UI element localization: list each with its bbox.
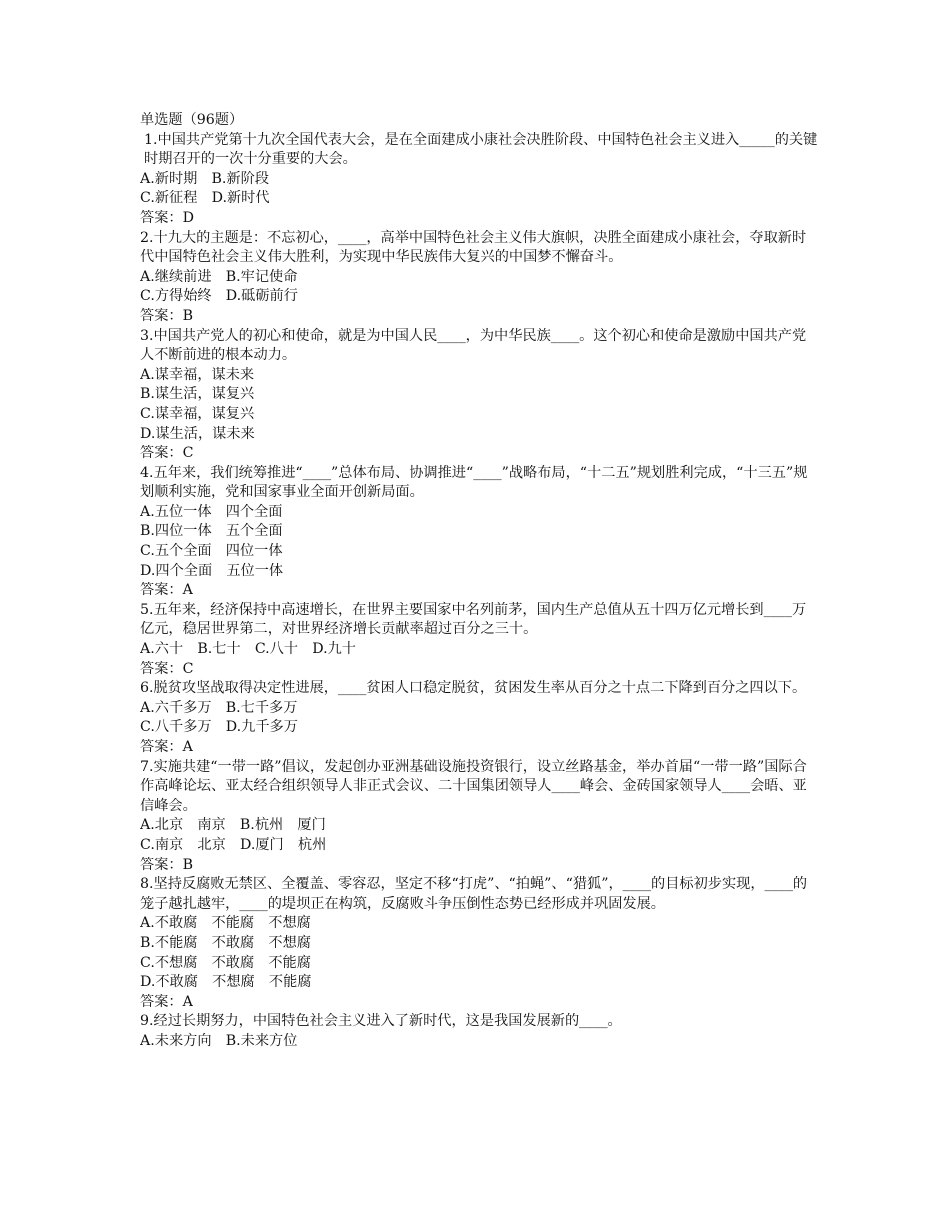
question-option: C.八千多万 D.九千多万 — [140, 719, 298, 736]
question-option: B.谋生活，谋复兴 — [140, 386, 255, 403]
question-answer: 答案：B — [140, 856, 193, 873]
question-stem: 6.脱贫攻坚战取得决定性进展，____贫困人口稳定脱贫，贫困发生率从百分之十点二下降到百分之四以下。 — [140, 680, 807, 697]
question-9 — [140, 1012, 818, 1051]
question-answer: 答案：B — [140, 307, 193, 324]
question-stem: 9.经过长期努力，中国特色社会主义进入了新时代，这是我国发展新的____。 — [140, 1013, 622, 1030]
question-option: A.五位一体 四个全面 — [140, 503, 283, 520]
question-option: C.谋幸福，谋复兴 — [140, 405, 255, 422]
question-5 — [140, 601, 818, 679]
question-2 — [140, 229, 818, 327]
question-answer: 答案：A — [140, 739, 193, 755]
question-stem: 2.十九大的主题是：不忘初心，____，高举中国特色社会主义伟大旗帜，决胜全面建成小康社会，夺取新时代中国特色社会主义伟大胜利，为实现中华民族伟大复兴的中国梦不懈奋斗。 — [140, 229, 807, 266]
question-stem: 7.实施共建“一带一路”倡议，发起创办亚洲基础设施投资银行，设立丝路基金，举办首届“一带一路”国际合作高峰论坛、亚太经合组织领导人非正式会议、二十国集团领导人____峰会、金砖国家领导人____会晤、亚信峰会。 — [140, 758, 807, 814]
question-option: C.不想腐 不敢腐 不能腐 — [140, 954, 311, 971]
question-answer: 答案：C — [140, 445, 194, 462]
question-option: A.不敢腐 不能腐 不想腐 — [140, 915, 311, 932]
question-3 — [140, 327, 818, 464]
question-option: D.四个全面 五位一体 — [140, 562, 284, 579]
question-option: C.五个全面 四位一体 — [140, 543, 283, 560]
question-6 — [140, 679, 818, 757]
question-option: C.方得始终 D.砥砺前行 — [140, 288, 298, 305]
question-stem: 3.中国共产党人的初心和使命，就是为中国人民____，为中华民族____。这个初心和使命是激励中国共产党人不断前进的根本动力。 — [140, 327, 807, 364]
question-answer: 答案：A — [140, 993, 193, 1010]
question-option: C.南京 北京 D.厦门 杭州 — [140, 836, 327, 853]
section-title: 单选题（96题） — [140, 112, 244, 128]
question-answer: 答案：D — [140, 209, 194, 226]
question-4 — [140, 464, 818, 601]
question-stem: 4.五年来，我们统筹推进“____”总体布局、协调推进“____”战略布局，“十二五”规划胜利完成，“十三五”规划顺利实施，党和国家事业全面开创新局面。 — [140, 464, 808, 501]
question-8 — [140, 875, 818, 1012]
question-option: A.继续前进 B.牢记使命 — [140, 268, 298, 285]
question-stem: 8.坚持反腐败无禁区、全覆盖、零容忍，坚定不移“打虎”、“拍蝇”、“猎狐”，____的目标初步实现，____的笼子越扎越牢，____的堤坝正在构筑，反腐败斗争压倒性态势已经形成并巩固发展。 — [140, 876, 808, 912]
question-option: A.六十 B.七十 C.八十 D.九十 — [140, 641, 356, 658]
question-answer: 答案：A — [140, 582, 193, 599]
question-7 — [140, 758, 818, 876]
question-stem: 5.五年来，经济保持中高速增长，在世界主要国家中名列前茅，国内生产总值从五十四万亿元增长到____万亿元，稳居世界第二，对世界经济增长贡献率超过百分之三十。 — [140, 601, 807, 638]
question-option: D.谋生活，谋未来 — [140, 425, 255, 442]
question-option: C.新征程 D.新时代 — [140, 190, 270, 207]
question-option: D.不敢腐 不想腐 不能腐 — [140, 974, 312, 991]
question-answer: 答案：C — [140, 660, 194, 677]
question-option: B.不能腐 不敢腐 不想腐 — [140, 934, 311, 951]
question-option: A.北京 南京 B.杭州 厦门 — [140, 817, 326, 834]
question-option: B.四位一体 五个全面 — [140, 523, 283, 540]
question-stem: 1.中国共产党第十九次全国代表大会，是在全面建成小康社会决胜阶段、中国特色社会主义进入_____的关键时期召开的一次十分重要的大会。 — [144, 131, 818, 168]
question-option: A.六千多万 B.七千多万 — [140, 699, 298, 716]
document-page — [140, 111, 818, 1052]
question-option: A.未来方向 B.未来方位 — [140, 1032, 298, 1049]
question-1 — [140, 131, 818, 229]
question-option: A.新时期 B.新阶段 — [140, 170, 270, 187]
question-option: A.谋幸福，谋未来 — [140, 366, 255, 383]
